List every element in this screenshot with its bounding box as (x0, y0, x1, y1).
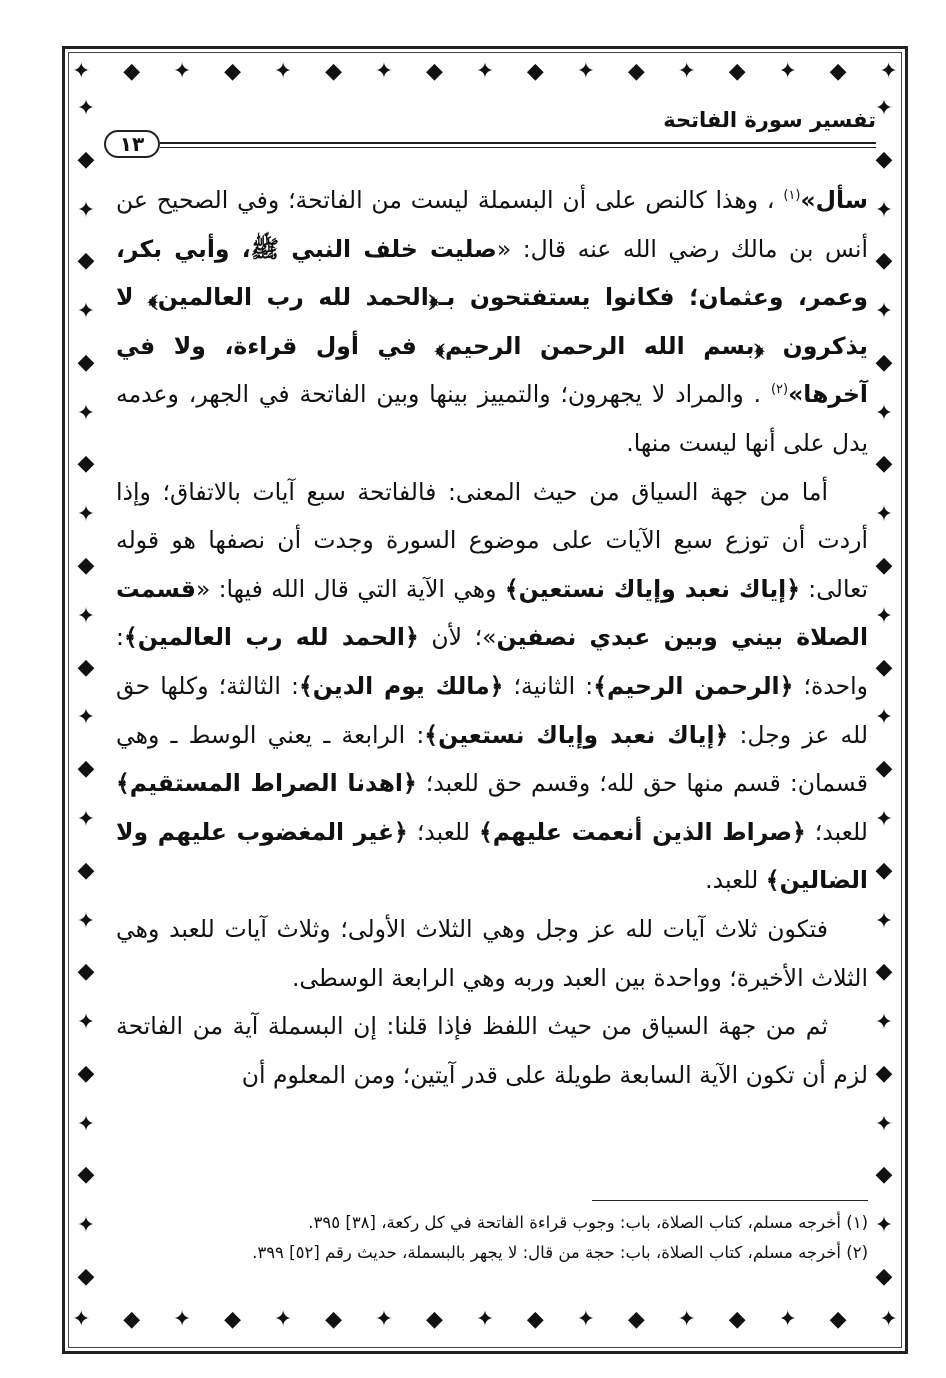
page-header (100, 108, 876, 158)
star-diamond-ornament-icon: ◆ (875, 857, 893, 883)
text-run: ، وهذا كالنص على أن البسملة ليست من الفاتحة؛ وفي الصحيح عن أنس بن مالك رضي الله عنه قال: « (116, 186, 868, 263)
paragraph-3 (116, 905, 868, 1002)
star-diamond-ornament-icon: ✦ (677, 59, 696, 84)
star-diamond-ornament-icon: ◆ (325, 59, 342, 84)
star-diamond-ornament-icon: ◆ (526, 1307, 544, 1332)
star-diamond-ornament-icon: ◆ (728, 1307, 746, 1332)
star-diamond-ornament-icon: ✦ (76, 400, 96, 426)
star-diamond-ornament-icon: ◆ (829, 1307, 847, 1332)
top-ornament-row (72, 52, 898, 92)
star-diamond-ornament-icon: ◆ (875, 248, 893, 274)
star-diamond-ornament-icon: ✦ (475, 59, 495, 84)
text-run: ثم من جهة السياق من حيث اللفظ فإذا قلنا: إن البسملة آية من الفاتحة لزم أن تكون الآية السابعة طويلة على قدر آيتين؛ ومن المعلوم أن (116, 1012, 868, 1089)
paragraph-2 (116, 468, 868, 905)
star-diamond-ornament-icon: ✦ (475, 1307, 495, 1332)
star-diamond-ornament-icon: ✦ (76, 1213, 96, 1239)
paragraph-1 (116, 176, 868, 468)
star-diamond-ornament-icon: ◆ (77, 146, 95, 172)
star-diamond-ornament-icon: ✦ (874, 502, 894, 528)
star-diamond-ornament-icon: ◆ (728, 59, 746, 84)
header-rule-thin (160, 147, 876, 148)
star-diamond-ornament-icon: ◆ (875, 959, 893, 985)
star-diamond-ornament-icon: ✦ (76, 705, 96, 731)
star-diamond-ornament-icon: ◆ (875, 1263, 893, 1288)
text-run: أما من جهة السياق من حيث المعنى: فالفاتحة سبع آيات بالاتفاق؛ وإذا أردت أن توزع سبع الآيات على موضوع السورة وجدت أن نصفها هو قوله تعالى: (116, 477, 868, 603)
footnote-marker: (٢) (770, 382, 789, 398)
bold-quote: ﴿إياك نعبد وإياك نستعين﴾ (504, 574, 801, 603)
star-diamond-ornament-icon: ✦ (76, 98, 96, 121)
star-diamond-ornament-icon: ◆ (875, 451, 893, 477)
bold-quote: ﴿الرحمن الرحيم﴾ (593, 671, 794, 700)
star-diamond-ornament-icon: ◆ (77, 857, 95, 883)
right-ornament-column (866, 98, 902, 1288)
star-diamond-ornament-icon: ✦ (576, 59, 596, 84)
star-diamond-ornament-icon: ◆ (875, 146, 893, 172)
text-run: »؛ لأن (418, 623, 497, 652)
text-run: : واحدة؛ (116, 623, 868, 700)
bold-quote: قسمت الصلاة بيني وبين عبدي نصفين (116, 574, 869, 652)
star-diamond-ornament-icon: ✦ (374, 1307, 394, 1332)
star-diamond-ornament-icon: ✦ (576, 1307, 596, 1332)
star-diamond-ornament-icon: ◆ (526, 59, 544, 84)
star-diamond-ornament-icon: ✦ (874, 1111, 894, 1137)
star-diamond-ornament-icon: ◆ (123, 1307, 141, 1332)
star-diamond-ornament-icon: ✦ (273, 1307, 293, 1332)
star-diamond-ornament-icon: ◆ (77, 1060, 95, 1086)
star-diamond-ornament-icon: ◆ (123, 59, 141, 84)
star-diamond-ornament-icon: ◆ (224, 1307, 242, 1332)
star-diamond-ornament-icon: ✦ (76, 299, 96, 325)
bold-quote: ﴿مالك يوم الدين﴾ (298, 671, 504, 700)
star-diamond-ornament-icon: ✦ (273, 59, 293, 84)
star-diamond-ornament-icon: ✦ (76, 908, 96, 934)
star-diamond-ornament-icon: ✦ (72, 1307, 91, 1332)
star-diamond-ornament-icon: ✦ (778, 59, 797, 84)
footnote-separator (592, 1200, 868, 1201)
star-diamond-ornament-icon: ✦ (879, 1307, 898, 1332)
star-diamond-ornament-icon: ◆ (224, 59, 242, 84)
star-diamond-ornament-icon: ◆ (875, 1162, 893, 1188)
text-run: : الثالثة؛ وكلها حق لله عز وجل: (116, 671, 868, 749)
text-run: للعبد؛ (407, 817, 479, 846)
star-diamond-ornament-icon: ◆ (77, 451, 95, 477)
star-diamond-ornament-icon: ◆ (77, 553, 95, 579)
star-diamond-ornament-icon: ◆ (875, 756, 893, 782)
star-diamond-ornament-icon: ✦ (874, 1010, 894, 1036)
text-run: . والمراد لا يجهرون؛ والتمييز بينها وبين الفاتحة في الجهر، وعدمه يدل على أنها ليست منها. (116, 380, 868, 457)
star-diamond-ornament-icon: ✦ (76, 1010, 96, 1036)
bold-quote: ﴿الحمد لله رب العالمين﴾ (123, 623, 419, 652)
star-diamond-ornament-icon: ◆ (77, 959, 95, 985)
star-diamond-ornament-icon: ✦ (76, 806, 96, 832)
star-diamond-ornament-icon: ✦ (874, 400, 894, 426)
footnote-marker: (١) (783, 188, 801, 204)
star-diamond-ornament-icon: ✦ (874, 98, 894, 121)
star-diamond-ornament-icon: ◆ (875, 349, 893, 375)
star-diamond-ornament-icon: ◆ (627, 1307, 645, 1332)
star-diamond-ornament-icon: ✦ (874, 197, 894, 223)
star-diamond-ornament-icon: ✦ (874, 299, 894, 325)
footnote-2: (٢) أخرجه مسلم، كتاب الصلاة، باب: حجة من قال: لا يجهر بالبسملة، حديث رقم [٥٢] ٣٩٩. (252, 1243, 868, 1262)
text-run: للعبد. (705, 866, 766, 895)
star-diamond-ornament-icon: ✦ (874, 1213, 894, 1239)
bold-quote: سأل» (800, 186, 868, 214)
star-diamond-ornament-icon: ✦ (76, 197, 96, 223)
left-ornament-column (68, 98, 104, 1288)
star-diamond-ornament-icon: ◆ (77, 248, 95, 274)
star-diamond-ornament-icon: ◆ (77, 654, 95, 680)
star-diamond-ornament-icon: ◆ (875, 654, 893, 680)
star-diamond-ornament-icon: ◆ (829, 59, 847, 84)
star-diamond-ornament-icon: ✦ (172, 1307, 192, 1332)
star-diamond-ornament-icon: ◆ (425, 59, 443, 84)
text-run: فتكون ثلاث آيات لله عز وجل وهي الثلاث الأولى؛ وثلاث آيات للعبد وهي الثلاث الأخيرة؛ وواحدة بين العبد وربه وهي الرابعة الوسطى. (116, 914, 868, 992)
star-diamond-ornament-icon: ◆ (77, 1263, 95, 1288)
star-diamond-ornament-icon: ✦ (76, 1111, 96, 1137)
book-title: تفسير سورة الفاتحة (663, 108, 876, 132)
bold-quote: صليت خلف النبي ﷺ، وأبي بكر، وعمر، وعثمان؛ فكانوا يستفتحون بـ﴿الحمد لله رب العالمين﴾ لا يذكرون ﴿بسم الله الرحمن الرحيم﴾ في أول قراءة، ولا في آخرها» (116, 234, 868, 409)
star-diamond-ornament-icon: ✦ (778, 1307, 797, 1332)
text-run: : الرابعة ـ يعني الوسط ـ وهي قسمان: قسم منها حق لله؛ وقسم حق للعبد؛ (116, 720, 868, 798)
star-diamond-ornament-icon: ✦ (874, 603, 894, 629)
star-diamond-ornament-icon: ✦ (874, 806, 894, 832)
footnotes (116, 1208, 868, 1268)
bottom-ornament-row (72, 1300, 898, 1340)
header-rule (160, 142, 876, 144)
text-run: وهي الآية التي قال الله فيها: « (195, 574, 505, 603)
star-diamond-ornament-icon: ✦ (76, 603, 96, 629)
star-diamond-ornament-icon: ✦ (76, 502, 96, 528)
page-number: ١٣ (104, 130, 160, 158)
star-diamond-ornament-icon: ✦ (374, 59, 394, 84)
star-diamond-ornament-icon: ◆ (875, 1060, 893, 1086)
text-run: للعبد؛ (805, 817, 868, 846)
bold-quote: ﴿غير المغضوب عليهم ولا الضالين﴾ (116, 817, 868, 895)
star-diamond-ornament-icon: ✦ (72, 59, 91, 84)
star-diamond-ornament-icon: ◆ (325, 1307, 342, 1332)
star-diamond-ornament-icon: ◆ (77, 349, 95, 375)
star-diamond-ornament-icon: ◆ (77, 1162, 95, 1188)
star-diamond-ornament-icon: ✦ (172, 59, 192, 84)
bold-quote: ﴿اهدنا الصراط المستقيم﴾ (116, 769, 417, 798)
footnote-1: (١) أخرجه مسلم، كتاب الصلاة، باب: وجوب قراءة الفاتحة في كل ركعة، [٣٨] ٣٩٥. (308, 1213, 868, 1232)
star-diamond-ornament-icon: ◆ (627, 59, 645, 84)
paragraph-4 (116, 1002, 868, 1099)
star-diamond-ornament-icon: ◆ (77, 756, 95, 782)
star-diamond-ornament-icon: ◆ (425, 1307, 443, 1332)
star-diamond-ornament-icon: ✦ (879, 59, 898, 84)
star-diamond-ornament-icon: ✦ (677, 1307, 696, 1332)
text-run: : الثانية؛ (503, 671, 594, 700)
star-diamond-ornament-icon: ✦ (874, 705, 894, 731)
star-diamond-ornament-icon: ◆ (875, 553, 893, 579)
main-text (116, 176, 868, 1099)
bold-quote: ﴿صراط الذين أنعمت عليهم﴾ (478, 817, 806, 846)
bold-quote: ﴿إياك نعبد وإياك نستعين﴾ (424, 720, 729, 749)
star-diamond-ornament-icon: ✦ (874, 908, 894, 934)
